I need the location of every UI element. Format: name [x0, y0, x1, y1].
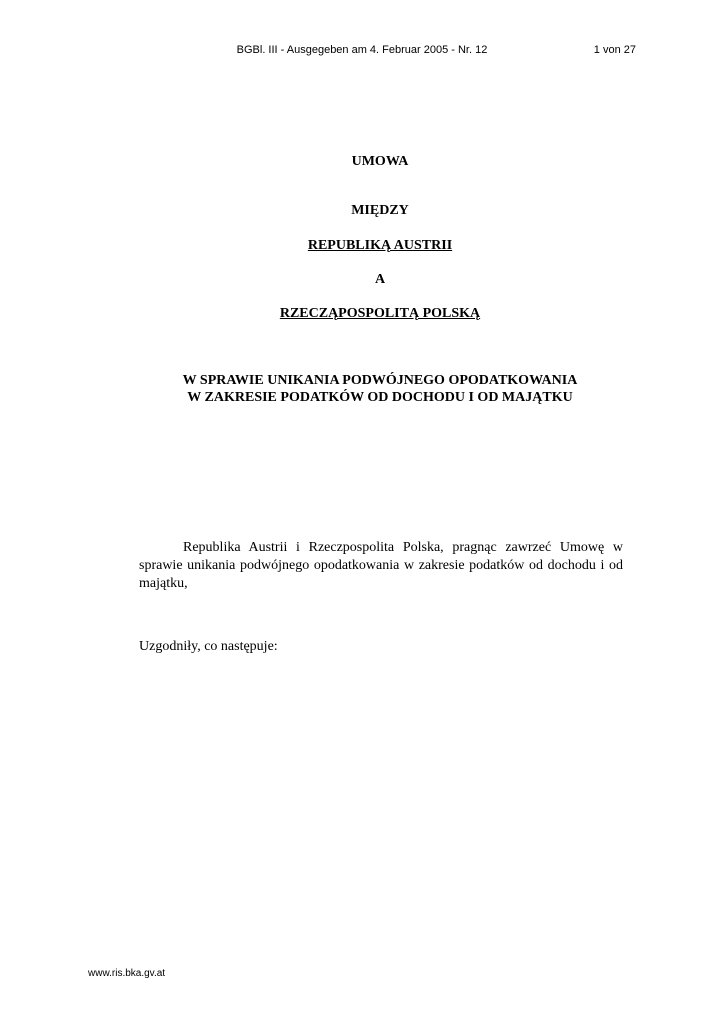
agreed-statement: Uzgodniły, co następuje: — [139, 639, 278, 654]
title-umowa: UMOWA — [351, 154, 409, 169]
title-republika-austrii: REPUBLIKĄ AUSTRII — [307, 238, 453, 253]
subject-line-1: W SPRAWIE UNIKANIA PODWÓJNEGO OPODATKOWANIA — [182, 373, 578, 388]
footer-url: www.ris.bka.gv.at — [88, 968, 166, 979]
title-a: A — [374, 272, 386, 287]
gazette-reference: BGBl. III - Ausgegeben am 4. Februar 2005 - Nr. 12 — [236, 44, 488, 56]
subject-line-2: W ZAKRESIE PODATKÓW OD DOCHODU I OD MAJĄTKU — [187, 390, 573, 405]
treaty-subject — [0, 372, 724, 406]
title-rzeczpospolita-polska: RZECZĄPOSPOLITĄ POLSKĄ — [279, 306, 481, 321]
title-miedzy: MIĘDZY — [351, 203, 409, 218]
page-number: 1 von 27 — [593, 44, 636, 56]
preamble-paragraph: Republika Austrii i Rzeczpospolita Polska, pragnąc zawrzeć Umowę w sprawie unikania podwójnego opodatkowania w zakresie podatków od dochodu i od majątku, — [139, 540, 623, 591]
